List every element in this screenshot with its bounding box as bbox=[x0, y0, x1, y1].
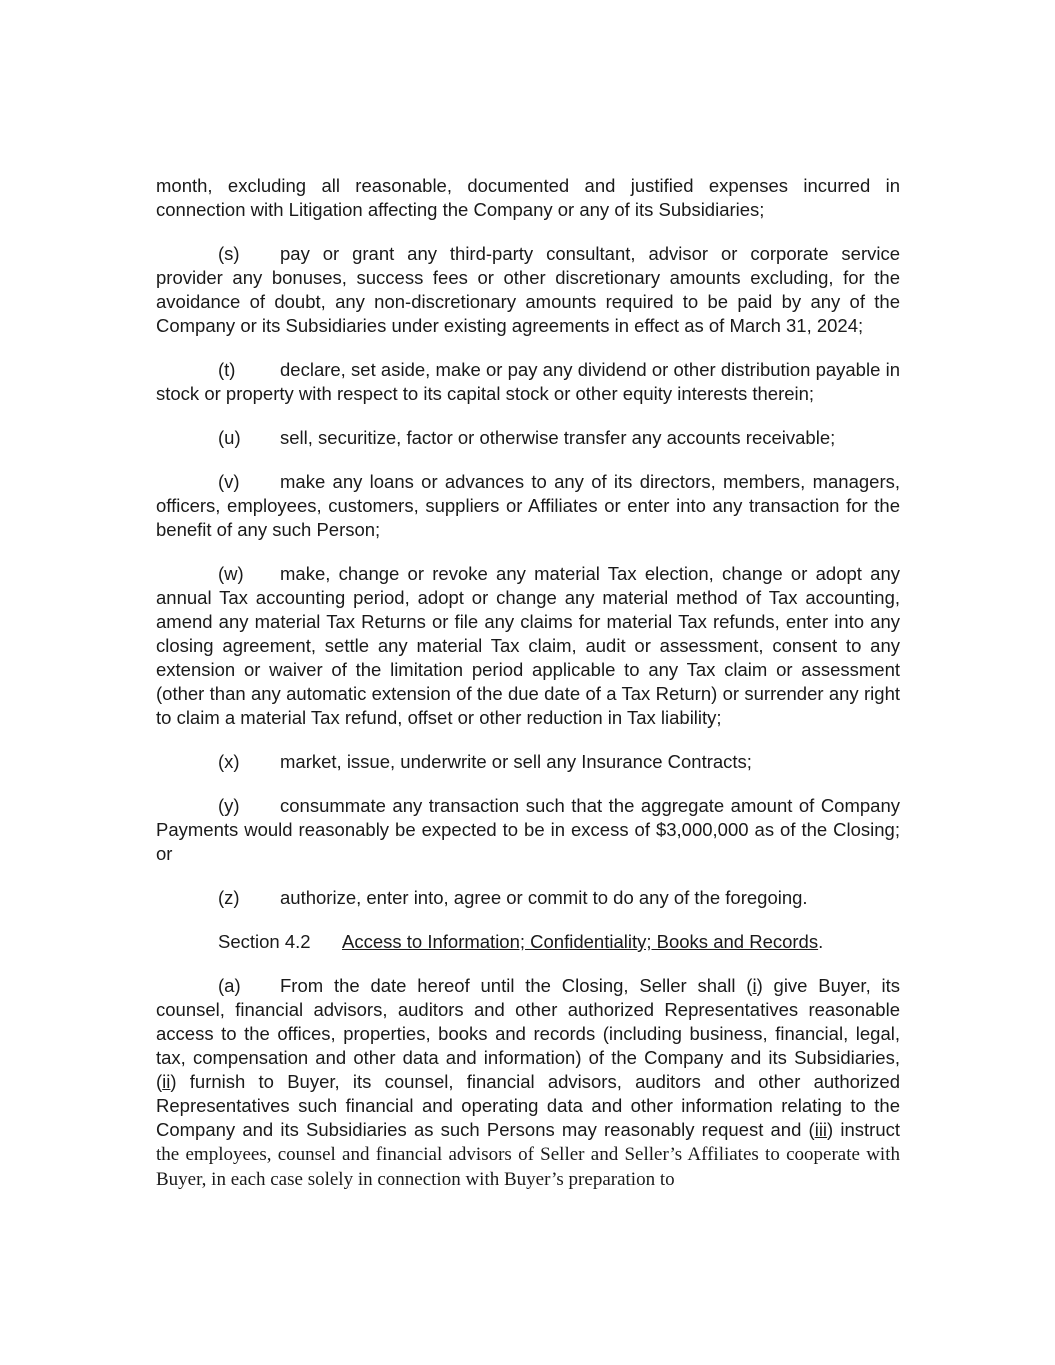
section-title-period: . bbox=[818, 931, 824, 952]
document-page bbox=[156, 174, 900, 1212]
section-heading bbox=[156, 930, 900, 954]
clause-marker: (v) bbox=[218, 471, 240, 492]
clause-text: make, change or revoke any material Tax election, change or adopt any annual Tax accounting period, adopt or change any material method of Tax accounting, amend any material Tax Returns or file any claims for material Tax refunds, enter into any closing agreement, settle any material Tax claim, audit or assessment, consent to any extension or waiver of the limitation period applicable to any Tax claim or assessment (other than any automatic extension of the due date of a Tax Return) or surrender any right to claim a material Tax refund, offset or other reduction in Tax liability; bbox=[156, 563, 900, 728]
clause-text: make any loans or advances to any of its directors, members, managers, officers, employees, customers, suppliers or Affiliates or enter into any transaction for the benefit of any such Person; bbox=[156, 471, 900, 540]
clause-text: authorize, enter into, agree or commit to do any of the foregoing. bbox=[280, 887, 808, 908]
paragraph-a-text-4: ) instruct bbox=[827, 1119, 900, 1140]
clause-t bbox=[156, 358, 900, 406]
paragraph-a-text-1: From the date hereof until the Closing, Seller shall ( bbox=[280, 975, 753, 996]
clause-text: pay or grant any third-party consultant, advisor or corporate service provider any bonuses, success fees or other discretionary amounts excluding, for the avoidance of doubt, any non-discretionary amounts required to be paid by any of the Company or its Subsidiaries under existing agreements in effect as of March 31, 2024; bbox=[156, 243, 900, 336]
clause-marker: (z) bbox=[218, 887, 240, 908]
paragraph-a-text-3: ) furnish to Buyer, its counsel, financial advisors, auditors and other authorized Representatives such financial and operating data and other information relating to the Company and its Subsidiaries as such Persons may reasonably request and ( bbox=[156, 1071, 900, 1140]
roman-numeral-i: i bbox=[752, 975, 757, 996]
clause-text: market, issue, underwrite or sell any Insurance Contracts; bbox=[280, 751, 752, 772]
clause-x bbox=[156, 750, 900, 774]
clause-marker: (y) bbox=[218, 795, 240, 816]
clause-s bbox=[156, 242, 900, 338]
clause-marker: (x) bbox=[218, 751, 240, 772]
clause-z bbox=[156, 886, 900, 910]
paragraph-a-text-5: the employees, counsel and financial advisors of Seller and Seller’s Affiliates to cooperate with Buyer, in each case solely in connection with Buyer’s preparation to bbox=[156, 1144, 900, 1190]
clause-marker: (s) bbox=[218, 243, 240, 264]
clause-y bbox=[156, 794, 900, 866]
clause-marker: (u) bbox=[218, 427, 241, 448]
clause-marker: (w) bbox=[218, 563, 244, 584]
clause-text: declare, set aside, make or pay any dividend or other distribution payable in stock or property with respect to its capital stock or other equity interests therein; bbox=[156, 359, 900, 404]
clause-v bbox=[156, 470, 900, 542]
roman-numeral-iii: iii bbox=[814, 1119, 828, 1140]
clause-u bbox=[156, 426, 900, 450]
section-number: Section 4.2 bbox=[218, 931, 311, 952]
paragraph-continuation: month, excluding all reasonable, documented and justified expenses incurred in connection with Litigation affecting the Company or any of its Subsidiaries; bbox=[156, 175, 900, 220]
clause-text: consummate any transaction such that the aggregate amount of Company Payments would reasonably be expected to be in excess of $3,000,000 as of the Closing; or bbox=[156, 795, 900, 864]
paragraph-a bbox=[156, 974, 900, 1192]
roman-numeral-ii: ii bbox=[162, 1071, 171, 1092]
clause-marker: (a) bbox=[218, 975, 241, 996]
section-title: Access to Information; Confidentiality; Books and Records bbox=[342, 931, 819, 952]
paragraph-a-text-2: ) give Buyer, its counsel, financial advisors, auditors and other authorized Representatives reasonable access to the offices, properties, books and records (including business, financial, legal, tax, compensation and other data and information) of the Company and its Subsidiaries, ( bbox=[156, 975, 900, 1092]
clause-text: sell, securitize, factor or otherwise transfer any accounts receivable; bbox=[280, 427, 836, 448]
clause-w bbox=[156, 562, 900, 730]
clause-marker: (t) bbox=[218, 359, 236, 380]
